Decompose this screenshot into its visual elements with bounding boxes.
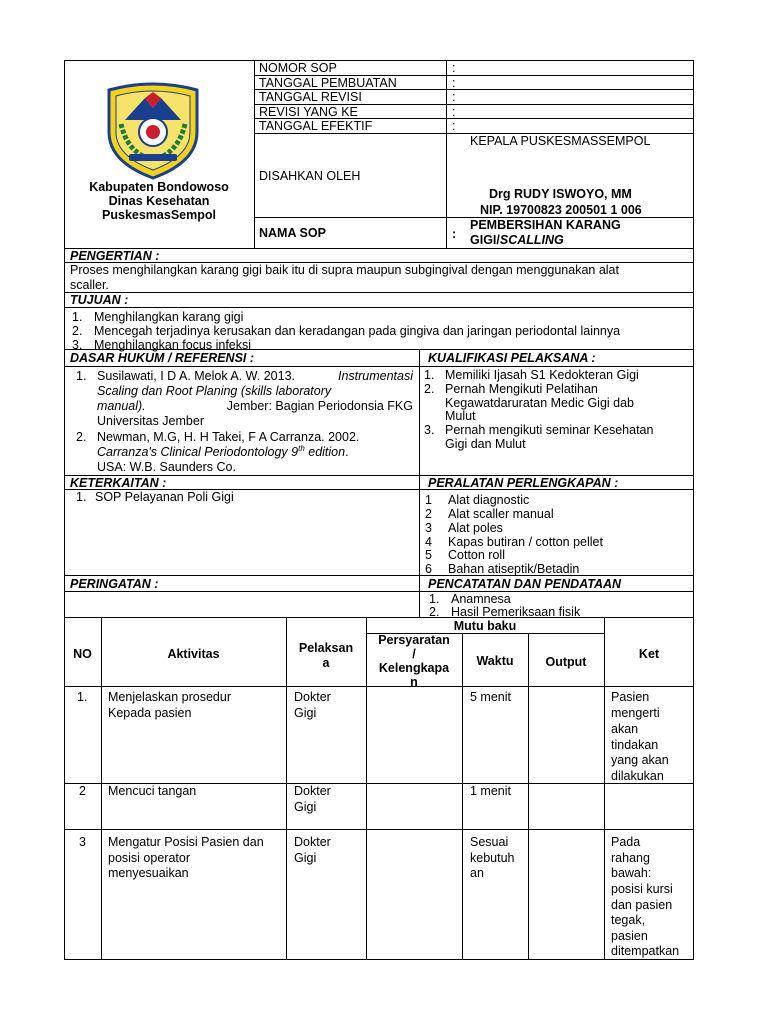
row3-ket-6: tegak, (611, 913, 646, 927)
puskesmas-logo (103, 80, 203, 180)
row1-no: 1. (77, 690, 88, 704)
nama-sop-line1: PEMBERSIHAN KARANG (470, 218, 621, 232)
row1-aktivitas-2: Kepada pasien (108, 706, 192, 720)
row3-ket-1: Pada (611, 835, 641, 849)
kualifikasi-item-1: Memiliki Ijasah S1 Kedokteran Gigi (445, 368, 639, 382)
row1-aktivitas-1: Menjelaskan prosedur (108, 690, 231, 704)
row1-ket-3: akan (611, 722, 639, 736)
th-persyaratan-4: n (410, 675, 418, 689)
tujuan-item-3: Menghilangkan focus infeksi (94, 338, 252, 352)
keterkaitan-title: KETERKAITAN : (70, 476, 167, 490)
kualifikasi-item-3-l1: Pernah mengikuti seminar Kesehatan (445, 423, 654, 437)
peralatan-item-6: Bahan atiseptik/Betadin (448, 562, 580, 576)
kualifikasi-item-2-l1: Pernah Mengikuti Pelatihan (445, 382, 598, 396)
row3-ket-3: bawah: (611, 866, 652, 880)
field-value-3: : (452, 105, 456, 119)
th-no: NO (73, 647, 92, 661)
org-line-3: PuskesmasSempol (102, 208, 216, 222)
nama-sop-scalling: SCALLING (499, 233, 564, 247)
kualifikasi-item-3-l2: Gigi dan Mulut (445, 437, 526, 451)
ref1-line-2: Scaling dan Root Planing (skills laboratory (97, 384, 332, 398)
peralatan-item-1: Alat diagnostic (448, 493, 530, 507)
keterkaitan-item-1: SOP Pelayanan Poli Gigi (95, 490, 234, 504)
row3-ket-2: rahang (611, 851, 650, 865)
tujuan-item-1: Menghilangkan karang gigi (94, 310, 244, 324)
row1-ket-5: yang akan (611, 753, 669, 767)
peralatan-item-4: Kapas butiran / cotton pellet (448, 535, 603, 549)
frame-top (64, 60, 694, 61)
org-line-2: Dinas Kesehatan (108, 194, 210, 208)
nama-sop-line2 (470, 233, 564, 247)
peralatan-item-5: Cotton roll (448, 548, 505, 562)
nama-sop-colon: : (452, 227, 457, 241)
field-value-0: : (452, 61, 456, 75)
frame-bottom (64, 959, 694, 960)
org-line-1: Kabupaten Bondowoso (89, 180, 229, 194)
row3-ket-7: pasien (611, 929, 648, 943)
pengertian-line-1: Proses menghilangkan karang gigi baik itu di supra maupun subgingival dengan menggunakan alat (70, 263, 619, 277)
field-tanggal-revisi: TANGGAL REVISI (259, 90, 362, 104)
row3-ket-4: posisi kursi (611, 882, 673, 896)
dasar-hukum-title: DASAR HUKUM / REFERENSI : (70, 351, 255, 365)
th-persyaratan-2: / (412, 647, 416, 661)
frame-right (693, 60, 694, 960)
ref1-line-3: manual). Jember: Bagian Periodonsia FKG (97, 399, 413, 413)
pencatatan-title: PENCATATAN DAN PENDATAAN (428, 577, 622, 591)
ref2-line-3: USA: W.B. Saunders Co. (97, 460, 236, 474)
field-tanggal-efektif: TANGGAL EFEKTIF (259, 119, 373, 133)
row2-pelaksana-1: Dokter (294, 784, 331, 798)
ref2-line-1: Newman, M.G, H. H Takei, F A Carranza. 2002. (97, 430, 360, 444)
disahkan-label: DISAHKAN OLEH (259, 169, 361, 183)
th-pelaksana-1: Pelaksan (298, 641, 354, 655)
nama-sop-gigi: GIGI/ (470, 233, 500, 247)
row1-ket-6: dilakukan (611, 769, 664, 783)
th-persyaratan-1: Persyaratan (378, 633, 450, 647)
kepala-nip: NIP. 19700823 200501 1 006 (480, 203, 642, 217)
tujuan-item-2: Mencegah terjadinya kerusakan dan keradangan pada gingiva dan jaringan periodontal lainnya (94, 324, 621, 338)
kualifikasi-item-2-l3: Mulut (445, 409, 476, 423)
kualifikasi-title: KUALIFIKASI PELAKSANA : (428, 351, 596, 365)
row3-aktivitas-2: posisi operator (108, 851, 190, 865)
kepala-name: Drg RUDY ISWOYO, MM (489, 187, 632, 201)
row3-pelaksana-1: Dokter (294, 835, 331, 849)
row3-waktu-3: an (470, 866, 484, 880)
pencatatan-item-2: Hasil Pemeriksaan fisik (451, 605, 581, 619)
th-output: Output (545, 655, 587, 669)
th-ket: Ket (638, 647, 660, 661)
logo-ribbon (129, 154, 177, 161)
peralatan-title: PERALATAN PERLENGKAPAN : (428, 476, 619, 490)
peralatan-item-2: Alat scaller manual (448, 507, 554, 521)
th-mutu-baku: Mutu baku (453, 619, 517, 633)
row2-waktu: 1 menit (470, 784, 511, 798)
th-persyaratan-3: Kelengkapa (378, 661, 450, 675)
peringatan-title: PERINGATAN : (70, 577, 159, 591)
pengertian-line-2: scaller. (70, 278, 109, 292)
row3-pelaksana-2: Gigi (294, 851, 317, 865)
pengertian-title: PENGERTIAN : (70, 249, 160, 263)
field-value-4: : (452, 119, 456, 133)
pencatatan-item-1: Anamnesa (451, 592, 511, 606)
row2-aktivitas-1: Mencuci tangan (108, 784, 197, 798)
row1-pelaksana-2: Gigi (294, 706, 317, 720)
row3-ket-5: dan pasien (611, 898, 673, 912)
peralatan-item-3: Alat poles (448, 521, 503, 535)
field-value-1: : (452, 76, 456, 90)
field-tanggal-pembuatan: TANGGAL PEMBUATAN (259, 76, 397, 90)
field-revisi-yang-ke: REVISI YANG KE (259, 105, 358, 119)
row3-waktu-1: Sesuai (470, 835, 509, 849)
kualifikasi-item-2-l2: Kegawatdaruratan Medic Gigi dab (445, 396, 635, 410)
row3-aktivitas-3: menyesuaikan (108, 866, 189, 880)
row1-waktu: 5 menit (470, 690, 511, 704)
row1-ket-1: Pasien (611, 690, 650, 704)
ref1-line-4: Universitas Jember (97, 414, 204, 428)
nama-sop-label: NAMA SOP (259, 226, 326, 240)
ref2-line-2: Carranza's Clinical Periodontology 9th edition. (97, 443, 349, 459)
kepala-title: KEPALA PUSKESMASSEMPOL (470, 134, 651, 148)
row3-waktu-2: kebutuh (470, 851, 515, 865)
ref1-line-1: Susilawati, I D A. Melok A. W. 2013. Instrumentasi (97, 369, 413, 383)
row3-aktivitas-1: Mengatur Posisi Pasien dan (108, 835, 264, 849)
row1-ket-4: tindakan (611, 738, 659, 752)
row1-ket-2: mengerti (611, 706, 660, 720)
field-value-2: : (452, 90, 456, 104)
th-aktivitas: Aktivitas (167, 647, 220, 661)
th-waktu: Waktu (476, 654, 514, 668)
row3-ket-8: ditempatkan (611, 944, 680, 958)
row1-pelaksana-1: Dokter (294, 690, 331, 704)
row2-pelaksana-2: Gigi (294, 800, 317, 814)
row3-no: 3 (79, 835, 86, 849)
th-pelaksana-2: a (322, 656, 330, 670)
row2-no: 2 (79, 784, 86, 798)
field-nomor-sop: NOMOR SOP (259, 61, 337, 75)
tujuan-title: TUJUAN : (70, 293, 129, 307)
